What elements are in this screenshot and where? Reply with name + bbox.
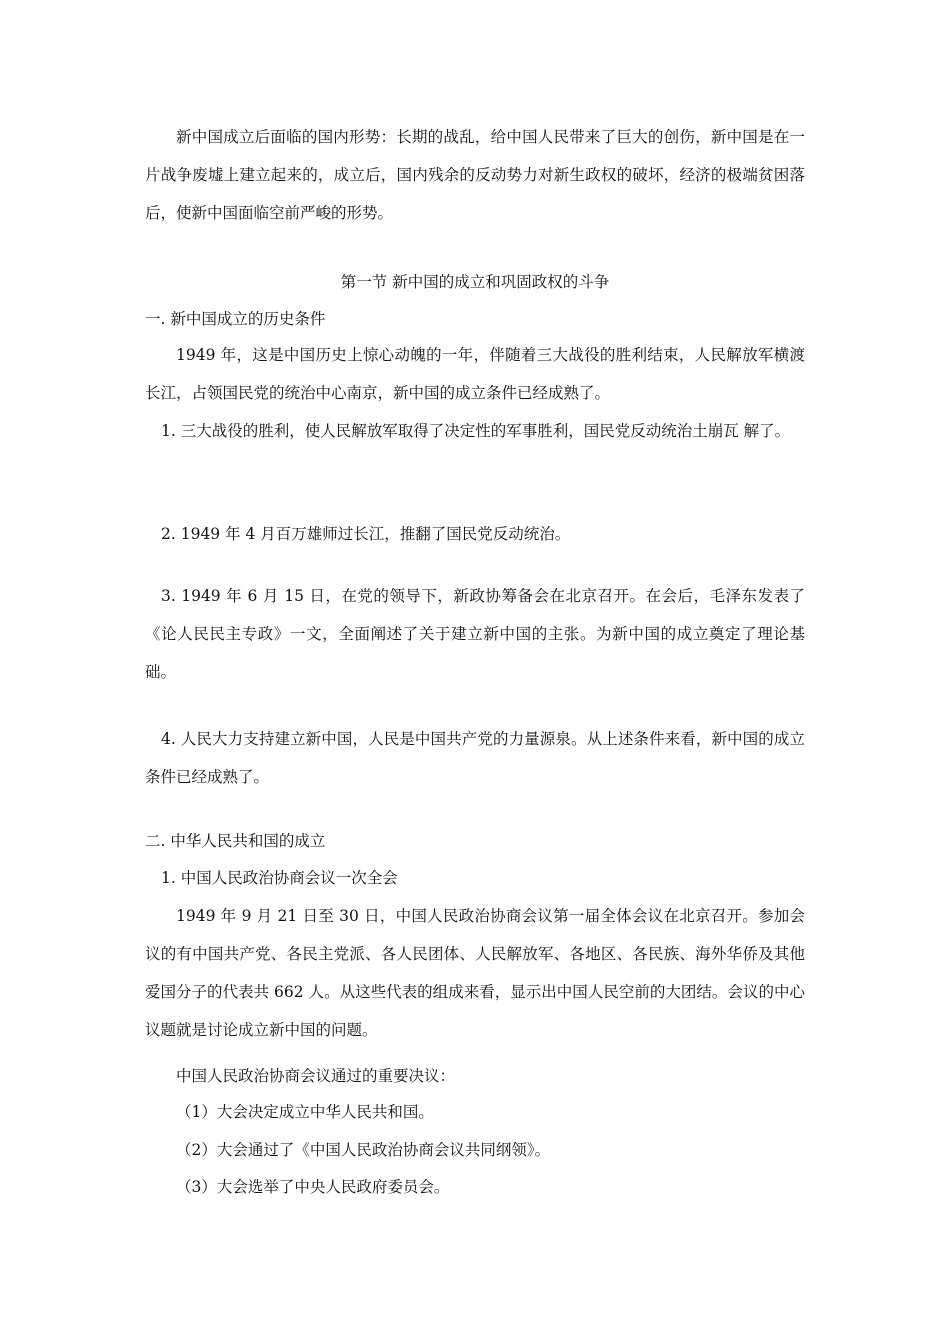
section-title: 第一节 新中国的成立和巩固政权的斗争 [340,273,610,291]
part2-paragraph: 1949 年 9 月 21 日至 30 日，中国人民政治协商会议第一届全体会议在北京召开。参加会议的有中国共产党、各民主党派、各人民团体、人民解放军、各地区、各民族、海外华侨及其他爱国分子的代表共 662 人。从这些代表的组成来看，显示出中国人民空前的大团结。会议的中心议题就是讨论成立新中国的问题。 [145,907,805,1039]
part1-heading: 一. 新中国成立的历史条件 [145,310,326,328]
decisions-intro: 中国人民政治协商会议通过的重要决议： [176,1067,456,1085]
decision-item-2: （2）大会通过了《中国人民政治协商会议共同纲领》。 [176,1141,551,1159]
part1-item-3: 3. 1949 年 6 月 15 日，在党的领导下，新政协筹备会在北京召开。在会后，毛泽东发表了《论人民民主专政》一文，全面阐述了关于建立新中国的主张。为新中国的成立奠定了理论基础。 [145,587,805,681]
part2-sub-heading: 1. 中国人民政治协商会议一次全会 [161,869,398,887]
intro-paragraph: 新中国成立后面临的国内形势：长期的战乱，给中国人民带来了巨大的创伤，新中国是在一片战争废墟上建立起来的，成立后，国内残余的反动势力对新生政权的破坏，经济的极端贫困落后，使新中国面临空前严峻的形势。 [145,128,805,222]
part1-item-2: 2. 1949 年 4 月百万雄师过长江，推翻了国民党反动统治。 [161,525,571,543]
decision-item-3: （3）大会选举了中央人民政府委员会。 [176,1178,450,1196]
part1-paragraph: 1949 年，这是中国历史上惊心动魄的一年，伴随着三大战役的胜利结束，人民解放军横渡长江，占领国民党的统治中心南京，新中国的成立条件已经成熟了。 [145,346,805,402]
part1-item-1: 1. 三大战役的胜利，使人民解放军取得了决定性的军事胜利，国民党反动统治土崩瓦 解了。 [161,422,791,440]
decision-item-1: （1）大会决定成立中华人民共和国。 [176,1103,434,1121]
part2-heading: 二. 中华人民共和国的成立 [145,832,326,850]
part1-item-4: 4. 人民大力支持建立新中国，人民是中国共产党的力量源泉。从上述条件来看，新中国的成立条件已经成熟了。 [145,730,805,786]
